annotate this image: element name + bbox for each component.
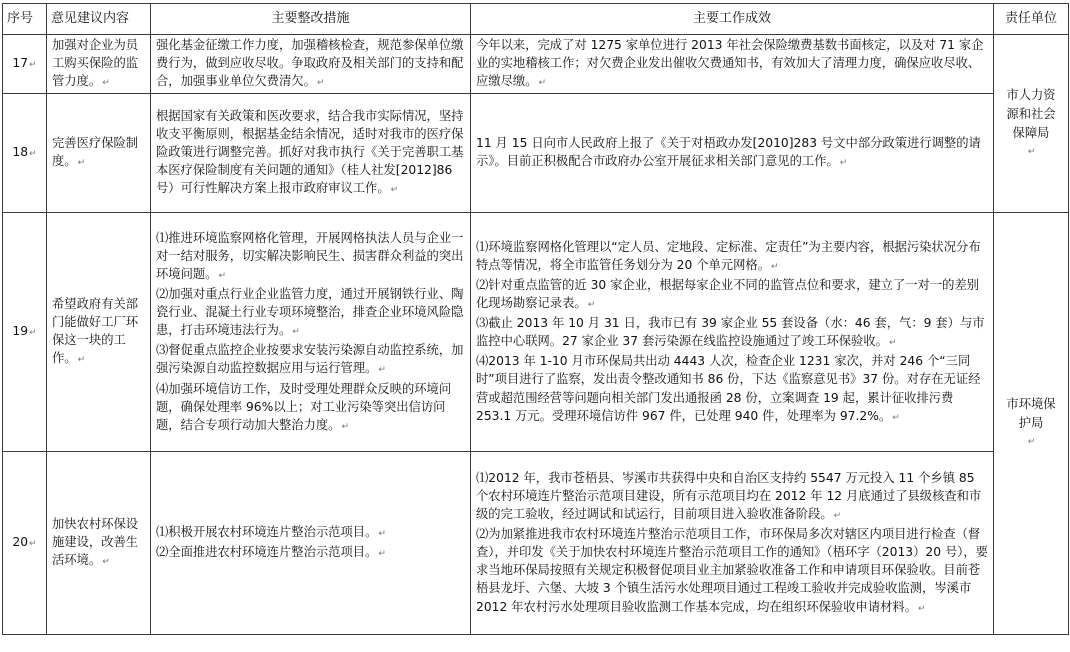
measure-item: ⑴推进环境监察网格化管理，开展网格执法人员与企业一对一结对服务，切实解决影响民生、损害群众利益的突出环境问题。↵	[156, 230, 464, 281]
measure-item: ⑵全面推进农村环境连片整治示范项目。↵	[156, 545, 386, 560]
measures-cell	[151, 213, 471, 452]
row-number: 17↵	[3, 35, 47, 94]
opinion-cell: 完善医疗保险制度。↵	[47, 94, 151, 213]
table-row	[3, 452, 1069, 635]
measure-item: 强化基金征缴工作力度，加强稽核检查，规范参保单位缴费行为，做到应收尽收。争取政府及相关部门的支持和配合，加强事业单位欠费清欠。↵	[156, 38, 464, 89]
measure-item: 根据国家有关政策和医改要求，结合我市实际情况，坚持收支平衡原则，根据基金结余情况，适时对我市的医疗保险政策进行调整完善。抓好对我市执行《关于完善职工基本医疗保险制度有关问题的通知》（桂人社发[2012]86 号）可行性解决方案上报市政府审议工作。↵	[156, 109, 464, 196]
opinion-cell: 加强对企业为员工购买保险的监管力度。↵	[47, 35, 151, 94]
header-opinion: 意见建议内容	[47, 4, 151, 35]
measure-item: ⑴积极开展农村环境连片整治示范项目。↵	[156, 525, 386, 540]
result-item: ⑴2012 年，我市苍梧县、岑溪市共获得中央和自治区支持约 5547 万元投入 11 个乡镇 85 个农村环境连片整治示范项目建设，所有示范项目均在 2012 年 12 月底通过了县级核查和市级的完工验收，经过调试和试运行，目前项目进入验收准备阶段。↵	[476, 470, 982, 522]
unit-line: 源和社会	[1006, 106, 1056, 121]
result-item: ⑷2013 年 1-10 月市环保局共出动 4443 人次，检查企业 1231 家次，并对 246 个“三同时”项目进行了监察，发出责令整改通知书 86 份，下达《监察意见书》37 份。对存在无证经营或超范围经营等问题向相关部门发出通报函 28 份，立案调查 19 起，累计征收排污费 253.1 万元。受理环境信访件 967 件，已处理 940 件，处理率为 97.2%。↵	[476, 354, 981, 423]
measure-item: ⑶督促重点监控企业按要求安装污染源自动监控系统，加强污染源自动监控数据应用与运行管理。↵	[156, 343, 464, 376]
header-measures: 主要整改措施	[151, 4, 471, 35]
results-cell	[471, 35, 994, 94]
measures-cell	[151, 35, 471, 94]
row-number: 20↵	[3, 452, 47, 635]
result-item: 11 月 15 日向市人民政府上报了《关于对梧政办发[2010]283 号文中部分政策进行调整的请示》。目前正积极配合市政府办公室开展征求相关部门意见的工作。↵	[476, 136, 981, 169]
measures-cell	[151, 452, 471, 635]
result-item: ⑵针对重点监管的近 30 家企业，根据每家企业不同的监管点位和要求，建立了一对一的差别化现场勘察记录表。↵	[476, 278, 980, 311]
measure-item: ⑵加强对重点行业企业监管力度，通过开展钢铁行业、陶瓷行业、混凝土行业专项环境整治，排查企业环境风险隐患，打击环境违法行为。↵	[156, 287, 464, 338]
unit-line: 市人力资	[1006, 87, 1056, 102]
table-row	[3, 213, 1069, 452]
result-item: ⑵为加紧推进我市农村环境连片整治示范项目工作，市环保局多次对辖区内项目进行检查（督查），并印发《关于加快农村环境连片整治示范项目工作的通知》（梧环字（2013）20 号），要求当地环保局按照有关规定积极督促项目业主加紧验收准备工作和申请项目环保验收。目前苍梧县龙圩、六堡、大坡 3 个镇生活污水处理项目通过工程竣工验收并完成验收监测，岑溪市 2012 年农村污水处理项目验收监测工作基本完成，均在组织环保验收申请材料。↵	[476, 527, 988, 614]
table-header-row	[3, 4, 1069, 35]
opinion-cell: 希望政府有关部门能做好工厂环保这一块的工作。↵	[47, 213, 151, 452]
unit-line: 市环境保	[1006, 397, 1056, 412]
result-item: ⑶截止 2013 年 10 月 31 日，我市已有 39 家企业 55 套设备（水：46 套，气：9 套）与市监控中心联网。27 家企业 37 套污染源在线监控设施通过了竣工环保验收。↵	[476, 316, 985, 349]
unit-line: 护局 ↵	[1018, 416, 1044, 448]
header-no: 序号	[3, 4, 47, 35]
measures-cell	[151, 94, 471, 213]
results-cell	[471, 94, 994, 213]
opinion-cell: 加快农村环保设施建设，改善生活环境。↵	[47, 452, 151, 635]
row-number: 18↵	[3, 94, 47, 213]
results-cell	[471, 213, 994, 452]
header-unit: 责任单位	[994, 4, 1069, 35]
results-cell	[471, 452, 994, 635]
table-row	[3, 94, 1069, 213]
rectification-table	[2, 3, 1069, 635]
measure-item: ⑷加强环境信访工作，及时受理处理群众反映的环境问题，确保处理率 96%以上；对工业污染等突出信访问题，结合专项行动加大整治力度。↵	[156, 381, 452, 432]
unit-cell-env	[994, 213, 1069, 635]
unit-line: 保障局 ↵	[1012, 125, 1050, 157]
result-item: ⑴环境监察网格化管理以“定人员、定地段、定标准、定责任”为主要内容，根据污染状况分布特点等情况，将全市监管任务划分为 20 个单元网格。↵	[476, 239, 981, 272]
header-results: 主要工作成效	[471, 4, 994, 35]
unit-cell-hrss	[994, 35, 1069, 213]
row-number: 19↵	[3, 213, 47, 452]
table-row	[3, 35, 1069, 94]
result-item: 今年以来，完成了对 1275 家单位进行 2013 年社会保险缴费基数书面核定，以及对 71 家企业的实地稽核工作；对欠费企业发出催收欠费通知书，有效加大了清理力度，确保应收尽收、应缴尽缴。↵	[476, 38, 984, 89]
